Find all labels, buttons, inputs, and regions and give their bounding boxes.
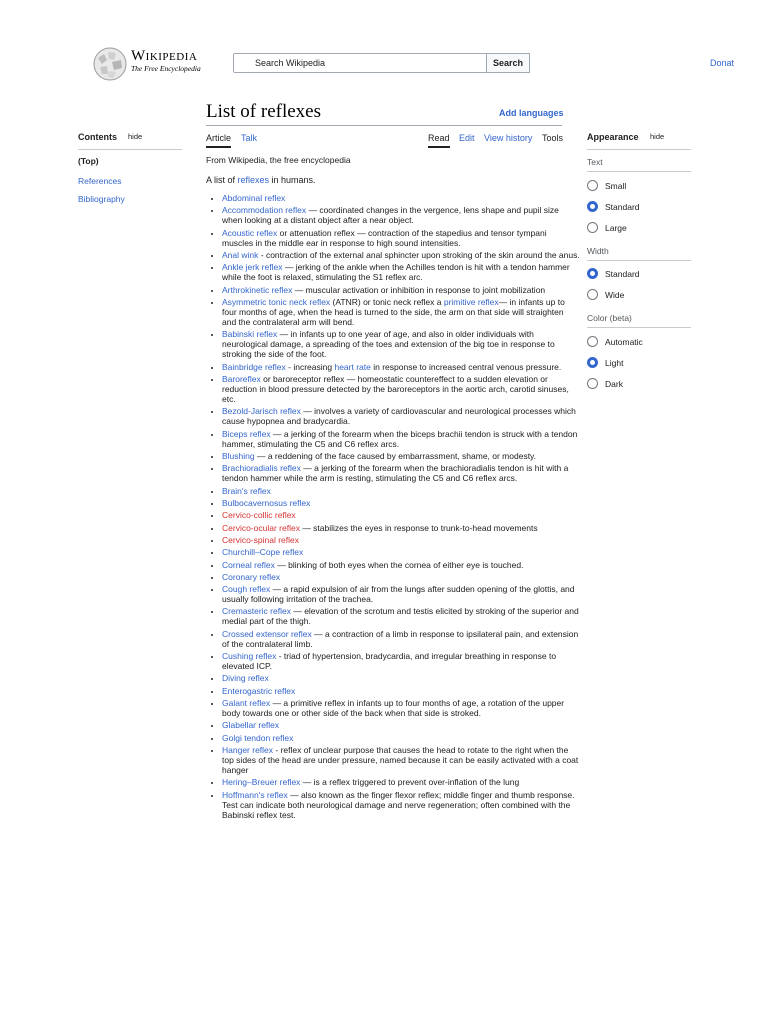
add-languages-button[interactable]: Add languages — [499, 108, 564, 118]
color-label: Color (beta) — [587, 313, 632, 323]
list-item — [222, 523, 580, 533]
list-item — [222, 651, 580, 671]
tab-tools[interactable]: Tools — [542, 133, 564, 143]
list-item — [222, 406, 580, 426]
list-item — [222, 535, 580, 545]
reflex-description: in response to increased central venous pressure. — [370, 361, 562, 372]
inline-link[interactable]: primitive reflex — [443, 296, 499, 307]
toc-item-references[interactable]: References — [78, 176, 122, 186]
toc-divider — [78, 149, 182, 150]
list-item — [222, 250, 580, 260]
color-automatic-radio[interactable] — [587, 336, 598, 347]
reflex-link[interactable]: Bezold-Jarisch reflex — [222, 406, 301, 417]
list-item — [222, 560, 580, 570]
width-label: Width — [587, 246, 609, 256]
intro-paragraph — [206, 175, 316, 185]
text-small-radio[interactable] — [587, 180, 598, 191]
list-item — [222, 429, 580, 449]
reflex-description: or baroreceptor reflex — homeostatic countereffect to a sudden elevation or reduction in blood pressure detected by the baroreceptors in the aortic arch, carotid sinuses, etc. — [222, 374, 569, 405]
list-item — [222, 698, 580, 718]
donate-link[interactable]: Donat — [710, 58, 735, 68]
width-wide-label[interactable]: Wide — [605, 290, 625, 300]
reflex-description: — a primitive reflex in infants up to four months of age, a rotation of the upper body towards one or other side of the back when that side is stroked. — [222, 698, 565, 719]
text-small-label[interactable]: Small — [605, 181, 627, 191]
width-wide-radio[interactable] — [587, 289, 598, 300]
list-item — [222, 733, 580, 743]
reflex-link[interactable]: Hanger reflex — [222, 745, 274, 755]
color-light-label[interactable]: Light — [605, 358, 624, 368]
list-item — [222, 745, 580, 775]
reflex-link[interactable]: Babinski reflex — [222, 329, 278, 340]
width-standard-label[interactable]: Standard — [605, 269, 640, 279]
list-item — [222, 228, 580, 248]
list-item — [222, 629, 580, 649]
reflex-description: - reflex of unclear purpose that causes the head to rotate to the right when the top sides of the head are under pressure, named because it can be easily activated with a coat hanger — [222, 745, 579, 776]
reflex-link[interactable]: Abdominal reflex — [222, 193, 286, 203]
reflex-description: — a jerking of the forearm when the brachioradialis tendon is hit with a tendon hammer while the arm is resting, stimulating the C5 and C6 reflex arcs. — [222, 463, 569, 484]
list-item — [222, 486, 580, 496]
color-light-radio[interactable] — [587, 357, 598, 368]
tab-talk[interactable]: Talk — [241, 133, 258, 143]
reflex-link[interactable]: Blushing — [222, 451, 255, 462]
appearance-divider — [587, 149, 691, 150]
text-size-label: Text — [587, 157, 603, 167]
reflex-link[interactable]: Cough reflex — [222, 584, 271, 595]
toc-item-bibliography[interactable]: Bibliography — [78, 194, 125, 204]
toc-heading: Contents — [78, 132, 117, 142]
color-automatic-label[interactable]: Automatic — [605, 337, 643, 347]
text-standard-label[interactable]: Standard — [605, 202, 640, 212]
list-item — [222, 262, 580, 282]
reflex-link[interactable]: Asymmetric tonic neck reflex — [222, 296, 331, 307]
list-item — [222, 285, 580, 295]
reflex-description: — involves a variety of cardiovascular and neurological processes which cause hypopnea and bradycardia. — [222, 406, 576, 427]
list-item — [222, 673, 580, 683]
reflex-link[interactable]: Baroreflex — [222, 374, 261, 384]
toc-item-top[interactable]: (Top) — [78, 156, 99, 166]
list-item — [222, 547, 580, 557]
wikipedia-globe-logo[interactable] — [92, 46, 128, 82]
color-dark-radio[interactable] — [587, 378, 598, 389]
color-divider — [587, 327, 691, 328]
reflex-link[interactable]: Cervico-collic reflex — [222, 510, 296, 521]
tab-edit[interactable]: Edit — [459, 133, 475, 143]
reflex-description: - increasing — [285, 361, 335, 372]
reflex-link[interactable]: Arthrokinetic reflex — [222, 284, 293, 295]
list-item — [222, 720, 580, 730]
tab-read[interactable]: Read — [428, 133, 450, 148]
width-standard-radio[interactable] — [587, 268, 598, 279]
reflex-description: — is a reflex triggered to prevent over-inflation of the lung — [300, 777, 520, 788]
reflex-description: — in infants up to four months of age, when the head is turned to the side, the arm on that side will straighten and the contralateral arm will bend. — [222, 296, 565, 328]
intro-text-end: in humans. — [269, 175, 316, 185]
reflex-description: — also known as the finger flexor reflex; middle finger and thumb response. Test can indicate both neurological damage and nerve regeneration; often combined with the Babinski reflex test. — [222, 789, 575, 820]
appearance-hide-button[interactable]: hide — [650, 132, 665, 141]
list-item — [222, 205, 580, 225]
list-item — [222, 686, 580, 696]
list-item — [222, 463, 580, 483]
text-standard-radio[interactable] — [587, 201, 598, 212]
site-subtitle: From Wikipedia, the free encyclopedia — [206, 155, 351, 165]
tab-view-history[interactable]: View history — [484, 133, 533, 143]
text-large-radio[interactable] — [587, 222, 598, 233]
reflex-description: — coordinated changes in the vergence, lens shape and pupil size when looking at a distant object after a near object. — [222, 205, 559, 226]
wordmark-tagline: The Free Encyclopedia — [131, 64, 201, 73]
toc-hide-button[interactable]: hide — [128, 132, 143, 141]
reflex-link[interactable]: Bulbocavernosus reflex — [222, 498, 311, 509]
list-item — [222, 572, 580, 582]
reflex-link[interactable]: Churchill–Cope reflex — [222, 547, 304, 558]
reflex-link[interactable]: Ankle jerk reflex — [222, 262, 283, 273]
reflex-link[interactable]: Brachioradialis reflex — [222, 463, 301, 474]
page-title: List of reflexes — [206, 101, 322, 122]
search-input[interactable]: Search Wikipedia — [233, 53, 487, 73]
reflex-link[interactable]: Cervico-spinal reflex — [222, 534, 299, 545]
list-item — [222, 498, 580, 508]
reflex-description: — a reddening of the face caused by embarrassment, shame, or modesty. — [254, 451, 537, 462]
list-item — [222, 451, 580, 461]
reflex-link[interactable]: Diving reflex — [222, 673, 269, 684]
reflex-link[interactable]: Bainbridge reflex — [222, 361, 286, 372]
list-item — [222, 584, 580, 604]
reflex-description: — elevation of the scrotum and testis elicited by stroking of the superior and medial part of the thigh. — [222, 606, 579, 627]
reflex-link[interactable]: Corneal reflex — [222, 559, 275, 570]
reflex-description: — a jerking of the forearm when the biceps brachii tendon is struck with a tendon hammer, stimulating the C5 and C6 reflex arcs. — [222, 428, 578, 449]
width-divider — [587, 260, 691, 261]
list-item — [222, 510, 580, 520]
reflex-link[interactable]: Cervico-ocular reflex — [222, 522, 300, 533]
search-button[interactable]: Search — [486, 53, 530, 73]
title-divider — [206, 125, 562, 126]
reflexes-link[interactable]: reflexes — [237, 175, 270, 185]
wordmark-title: Wikipedia — [131, 48, 198, 64]
list-item — [222, 297, 580, 327]
reflex-link[interactable]: Hoffmann's reflex — [222, 789, 288, 800]
reflex-link[interactable]: Cremasteric reflex — [222, 606, 291, 617]
wikipedia-wordmark[interactable] — [131, 48, 201, 74]
reflex-description: — jerking of the ankle when the Achilles tendon is hit with a tendon hammer while the foot is relaxed, stimulating the S1 reflex arc. — [222, 262, 570, 283]
reflex-link[interactable]: Golgi tendon reflex — [222, 732, 294, 743]
reflex-link[interactable]: Hering–Breuer reflex — [222, 777, 301, 788]
reflex-link[interactable]: Biceps reflex — [222, 428, 271, 439]
reflex-link[interactable]: Galant reflex — [222, 698, 271, 709]
reflex-list — [206, 193, 580, 822]
list-item — [222, 606, 580, 626]
list-item — [222, 362, 580, 372]
intro-text: A list of — [206, 175, 238, 185]
appearance-heading: Appearance — [587, 132, 639, 142]
list-item — [222, 374, 580, 404]
reflex-link[interactable]: Accommodation reflex — [222, 205, 307, 216]
text-large-label[interactable]: Large — [605, 223, 627, 233]
reflex-description: — muscular activation or inhibition in response to joint mobilization — [292, 284, 546, 295]
list-item — [222, 193, 580, 203]
color-dark-label[interactable]: Dark — [605, 379, 623, 389]
reflex-description: — in infants up to one year of age, and also in older individuals with neurological damage, a spreading of the toes and extension of the big toe in response to stroking the side of the foot. — [222, 329, 555, 360]
text-size-divider — [587, 171, 691, 172]
reflex-link[interactable]: Crossed extensor reflex — [222, 628, 312, 639]
list-item — [222, 777, 580, 787]
inline-link[interactable]: heart rate — [334, 361, 371, 372]
reflex-description: (ATNR) or tonic neck reflex a — [330, 296, 444, 307]
reflex-description: — blinking of both eyes when the cornea of either eye is touched. — [274, 559, 524, 570]
list-item — [222, 790, 580, 820]
reflex-link[interactable]: Enterogastric reflex — [222, 685, 296, 696]
reflex-description: or attenuation reflex — contraction of the stapedius and tensor tympani muscles in the middle ear in response to high sound intensities. — [222, 227, 547, 248]
reflex-description: — a rapid expulsion of air from the lungs after sudden opening of the glottis, and usually following irritation of the trachea. — [222, 584, 575, 605]
reflex-link[interactable]: Coronary reflex — [222, 571, 281, 582]
reflex-link[interactable]: Cushing reflex — [222, 651, 277, 662]
reflex-link[interactable]: Acoustic reflex — [222, 227, 278, 238]
reflex-description: - triad of hypertension, bradycardia, and irregular breathing in response to elevated ICP. — [222, 651, 557, 672]
tab-article[interactable]: Article — [206, 133, 231, 148]
list-item — [222, 329, 580, 359]
reflex-link[interactable]: Brain's reflex — [222, 485, 271, 496]
reflex-description: — a contraction of a limb in response to ipsilateral pain, and extension of the contralateral limb. — [222, 628, 579, 649]
reflex-description: - contraction of the external anal sphincter upon stroking of the skin around the anus. — [258, 249, 580, 260]
reflex-link[interactable]: Glabellar reflex — [222, 720, 280, 731]
reflex-link[interactable]: Anal wink — [222, 249, 259, 260]
reflex-description: — stabilizes the eyes in response to trunk-to-head movements — [299, 522, 538, 533]
